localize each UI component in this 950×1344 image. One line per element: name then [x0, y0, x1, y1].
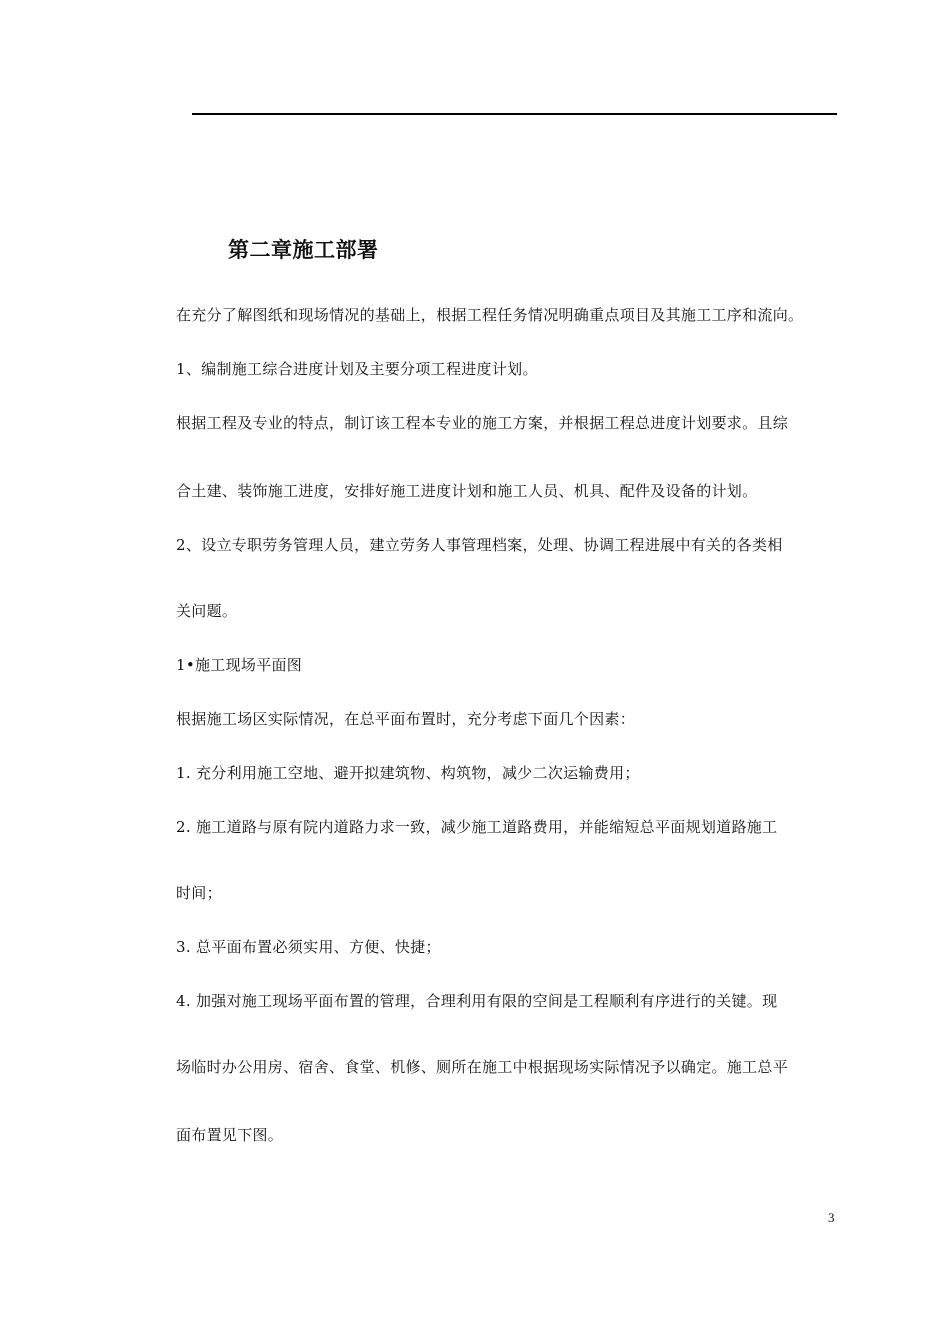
list-item-4-a: 4. 加强对施工现场平面布置的管理，合理利用有限的空间是工程顺利有序进行的关键。现 [176, 992, 778, 1010]
list-item-3: 3. 总平面布置必须实用、方便、快捷； [176, 938, 441, 956]
list-item-2-a: 2. 施工道路与原有院内道路力求一致，减少施工道路费用，并能缩短总平面规划道路施工 [176, 818, 778, 836]
list-item-2-b: 时间； [176, 884, 222, 902]
page-number: 3 [828, 1210, 835, 1225]
header-rule [192, 113, 837, 115]
list-item-4-b: 场临时办公用房、宿舍、食堂、机修、厕所在施工中根据现场实际情况予以确定。施工总平 [176, 1058, 789, 1076]
body-line-item1-text-b: 合土建、装饰施工进度，安排好施工进度计划和施工人员、机具、配件及设备的计划。 [176, 482, 758, 500]
body-line-item1-heading: 1、编制施工综合进度计划及主要分项工程进度计划。 [176, 360, 538, 378]
body-line-factors-intro: 根据施工场区实际情况，在总平面布置时，充分考虑下面几个因素： [176, 710, 636, 728]
chapter-title: 第二章施工部署 [228, 237, 379, 262]
list-item-1: 1. 充分利用施工空地、避开拟建筑物、构筑物，减少二次运输费用； [176, 764, 640, 782]
list-item-4-c: 面布置见下图。 [176, 1126, 284, 1144]
body-line-item1-text-a: 根据工程及专业的特点，制订该工程本专业的施工方案，并根据工程总进度计划要求。且综 [176, 414, 789, 432]
body-line-item2-a: 2、设立专职劳务管理人员，建立劳务人事管理档案，处理、协调工程进展中有关的各类相 [176, 536, 783, 554]
section-heading-site-plan: 1•施工现场平面图 [176, 656, 303, 674]
body-line-intro: 在充分了解图纸和现场情况的基础上，根据工程任务情况明确重点项目及其施工工序和流向。 [176, 306, 804, 324]
body-line-item2-b: 关问题。 [176, 602, 238, 620]
